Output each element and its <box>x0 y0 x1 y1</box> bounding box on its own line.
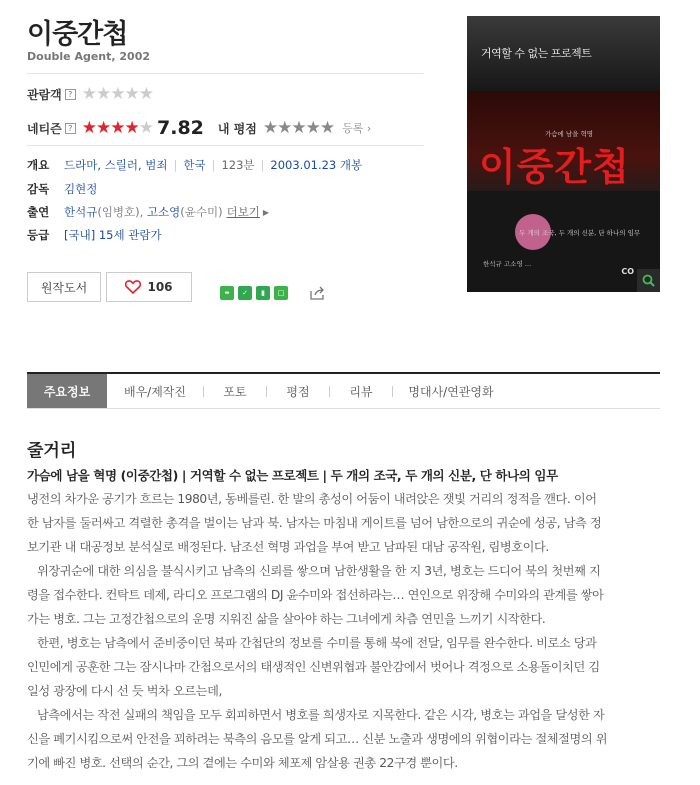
netizen-stars: ★★★★★ <box>81 117 153 138</box>
tab-quotes-related[interactable]: 명대사/연관영화 <box>408 384 494 399</box>
synopsis-line: 가는 병호. 그는 고정간첩으로의 운명 지워진 삶을 살아야 하는 그녀에게 차츰 연민을 느끼기 시작한다. <box>27 612 546 626</box>
poster-logo: CO <box>621 267 634 276</box>
register-link[interactable]: 등록 › <box>342 122 372 135</box>
poster-cast: 한석규 고소영 … <box>483 260 532 268</box>
poster-tagline: 가슴에 남을 혁명 <box>545 130 594 138</box>
release-date[interactable]: 2003.01.23 개봉 <box>270 158 363 172</box>
heart-icon <box>125 280 141 294</box>
share-icons <box>220 286 326 300</box>
poster-slogan: 거역할 수 없는 프로젝트 <box>481 47 592 60</box>
synopsis-heading: 줄거리 <box>27 441 77 461</box>
movie-title: 이중간첩 <box>27 19 128 50</box>
synopsis-line: 신을 폐기시킴으로써 안전을 꾀하려는 북측의 음모를 알게 되고… 신분 노출과 생명에의 위협이라는 절체절명의 위 <box>27 732 608 746</box>
movie-subtitle: Double Agent, 2002 <box>27 50 151 63</box>
genre-link[interactable]: 스릴러 <box>104 158 138 172</box>
cast-label: 출연 <box>27 205 50 219</box>
synopsis-line: 한편, 병호는 남측에서 준비중이던 북파 간첩단의 정보를 수미를 통해 북에 전달, 임무를 완수한다. 비로소 당과 <box>37 636 597 650</box>
runtime: 123분 <box>221 158 255 172</box>
like-count: 106 <box>147 280 173 294</box>
overview-row: 개요 드라마 , 스릴러 , 범죄 | 한국 | 123분 | 2003.01.23 개봉 <box>27 158 363 172</box>
netizen-label: 네티즌 <box>27 121 62 136</box>
movie-poster[interactable] <box>467 16 660 292</box>
my-rating-stars[interactable]: ★★★★★ <box>262 117 335 138</box>
caret-right-icon: ▶ <box>262 207 270 217</box>
synopsis-line: 한 남자를 둘러싸고 격렬한 총격을 벌이는 남과 북. 남자는 마침내 게이트를 넘어 남한으로의 귀순에 성공, 남측 정 <box>27 516 602 530</box>
director-row <box>27 181 97 197</box>
director-link[interactable]: 김현정 <box>64 182 98 196</box>
synopsis-line: 냉전의 차가운 공기가 흐르는 1980년, 동베를린. 한 발의 총성이 어둠이 내려앉은 잿빛 거리의 정적을 깬다. 이어 <box>27 492 597 506</box>
netizen-rating-row <box>27 117 371 139</box>
bookmark-share-icon[interactable]: ▮ <box>256 286 270 300</box>
poster-background <box>467 191 660 292</box>
synopsis-line: 령을 접수한다. 컨탁트 데제, 라디오 프로그램의 DJ 윤수미와 접선하라는… 연인으로 위장해 수미와의 관계를 쌓아 <box>27 588 604 602</box>
poster-sub: 두 개의 조국, 두 개의 신분, 단 하나의 임무 <box>519 229 641 237</box>
synopsis-line: 보기관 내 대공정보 분석실로 배정된다. 남조선 혁명 과업을 부여 받고 남파된 대남 공작원, 림병호이다. <box>27 540 549 554</box>
director-label: 감독 <box>27 182 50 196</box>
divider <box>27 73 423 74</box>
tab-photo[interactable]: 포토 <box>223 384 247 399</box>
blog-share-icon[interactable]: □ <box>274 286 288 300</box>
audience-label: 관람객 <box>27 88 62 102</box>
synopsis-body <box>27 487 660 775</box>
synopsis-line: 일성 광장에 다시 선 듯 벅차 오르는데, <box>27 684 222 698</box>
audience-stars: ★★★★★ <box>81 84 153 104</box>
country-link[interactable]: 한국 <box>183 158 206 172</box>
chevron-right-icon: › <box>366 122 372 135</box>
cast-link[interactable]: 고소영 <box>146 205 181 219</box>
divider <box>27 145 423 146</box>
share-icon[interactable] <box>310 286 326 300</box>
audience-rating-row <box>27 86 153 103</box>
cast-link[interactable]: 한석규 <box>64 205 98 219</box>
help-icon[interactable]: ? <box>65 89 76 100</box>
tab-bar <box>27 372 660 409</box>
cast-row: 출연 한석규 (임병호) , 고소영 (윤수미) 더보기 ▶ <box>27 205 270 219</box>
more-link[interactable]: 더보기 <box>226 205 260 219</box>
cast-role: (윤수미) <box>180 205 223 219</box>
zoom-button[interactable] <box>637 269 660 292</box>
tab-review[interactable]: 리뷰 <box>349 384 373 399</box>
tab-main-info[interactable]: 주요정보 <box>27 374 107 408</box>
my-rating-label: 내 평점 <box>217 121 257 136</box>
like-button[interactable] <box>106 272 192 302</box>
overview-label: 개요 <box>27 158 50 172</box>
magnifier-icon <box>642 274 655 287</box>
grade-link[interactable]: [국내] 15세 관람가 <box>64 228 162 242</box>
tab-cast-crew[interactable]: 배우/제작진 <box>123 384 186 399</box>
help-icon[interactable]: ? <box>65 123 76 134</box>
poster-title: 이중간첩 <box>479 144 630 189</box>
synopsis-line: 위장귀순에 대한 의심을 불식시키고 남측의 신뢰를 쌓으며 남한생활을 한 지 3년, 병호는 드디어 북의 첫번째 지 <box>37 564 601 578</box>
original-book-button[interactable]: 원작도서 <box>27 272 101 302</box>
synopsis-line: 기에 빠진 병호. 선택의 순간, 그의 곁에는 수미와 체포제 암살용 권총 22구경 뿐이다. <box>27 756 458 770</box>
cast-role: (임병호) <box>97 205 140 219</box>
grade-row <box>27 227 162 243</box>
synopsis-line: 남측에서는 작전 실패의 책임을 모두 회피하면서 병호를 희생자로 지목한다. 같은 시각, 병호는 과업을 달성한 자 <box>37 708 605 722</box>
grade-label: 등급 <box>27 228 50 242</box>
tab-rating[interactable]: 평점 <box>286 384 310 399</box>
band-share-icon[interactable]: ✓ <box>238 286 252 300</box>
naver-share-icon[interactable]: ▬ <box>220 286 234 300</box>
genre-link[interactable]: 범죄 <box>145 158 168 172</box>
genre-link[interactable]: 드라마 <box>64 158 98 172</box>
synopsis-tagline: 가슴에 남을 혁명 (이중간첩) | 거역할 수 없는 프로젝트 | 두 개의 조국, 두 개의 신분, 단 하나의 임무 <box>27 468 558 483</box>
synopsis-line: 인민에게 공훈한 그는 잠시나마 간첩으로서의 태생적인 신변위협과 불안감에서 벗어나 격정으로 소용돌이치던 김 <box>27 660 600 674</box>
netizen-score: 7.82 <box>157 117 204 139</box>
